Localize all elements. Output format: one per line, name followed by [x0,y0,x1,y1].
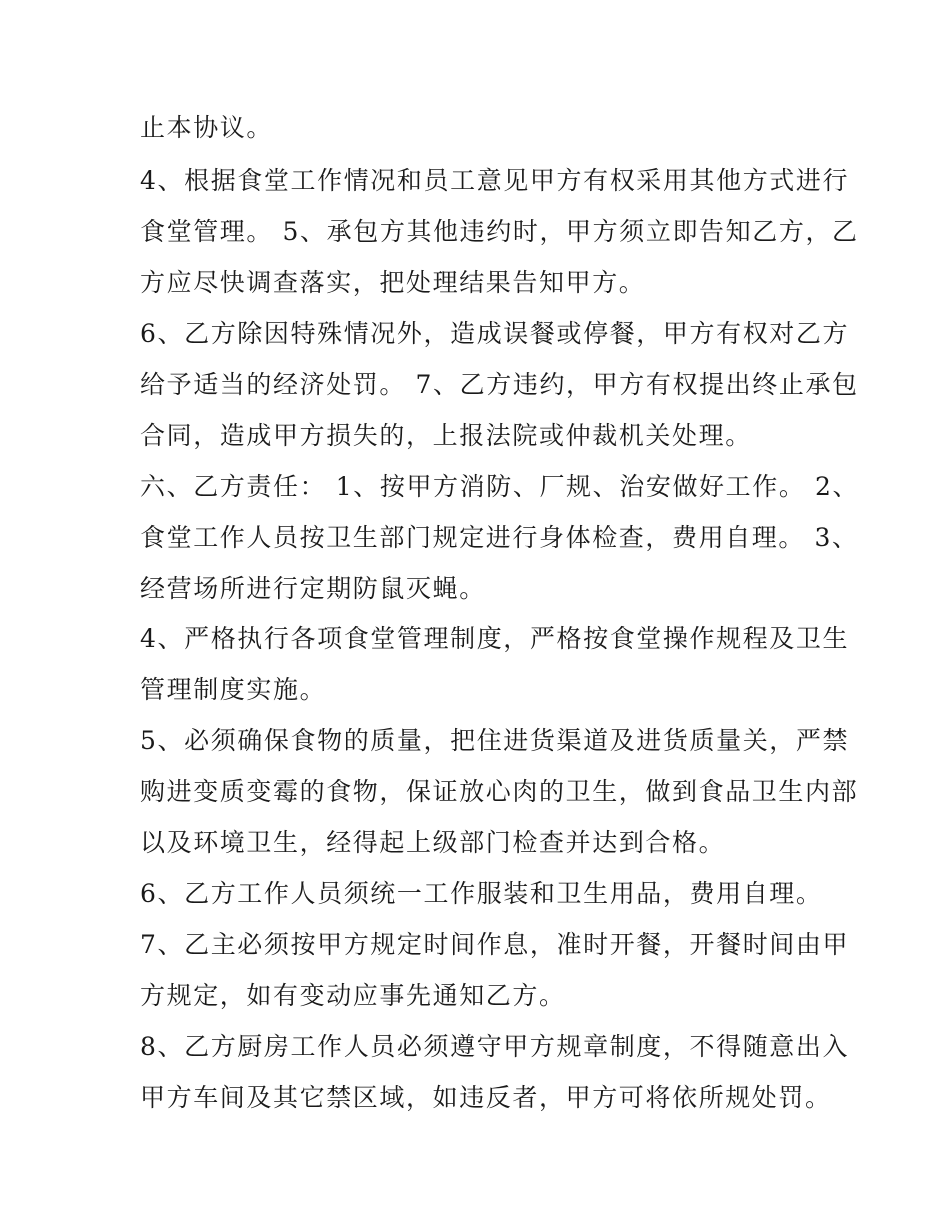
text-line: 方应尽快调查落实，把处理结果告知甲方。 [140,268,646,297]
text-line: 管理制度实施。 [140,675,327,704]
text-line: 食堂管理。 5、承包方其他违约时，甲方须立即告知乙方，乙 [140,217,859,246]
text-line: 六、乙方责任： 1、按甲方消防、厂规、治安做好工作。 2、 [140,472,860,501]
text-line: 5、必须确保食物的质量，把住进货渠道及进货质量关，严禁 [140,726,850,755]
text-line: 7、乙主必须按甲方规定时间作息，准时开餐，开餐时间由甲 [140,930,850,959]
text-line: 4、严格执行各项食堂管理制度，严格按食堂操作规程及卫生 [140,624,850,653]
text-line: 8、乙方厨房工作人员必须遵守甲方规章制度，不得随意出入 [140,1032,850,1061]
text-line: 止本协议。 [140,113,274,142]
text-line: 4、根据食堂工作情况和员工意见甲方有权采用其他方式进行 [140,166,850,195]
text-line: 6、乙方除因特殊情况外，造成误餐或停餐，甲方有权对乙方 [140,319,850,348]
text-line: 经营场所进行定期防鼠灭蝇。 [140,574,486,603]
text-line: 食堂工作人员按卫生部门规定进行身体检查，费用自理。 3、 [140,523,859,552]
text-line: 方规定，如有变动应事先通知乙方。 [140,981,566,1010]
text-line: 合同，造成甲方损失的，上报法院或仲裁机关处理。 [140,421,752,450]
text-line: 甲方车间及其它禁区域，如违反者，甲方可将依所规处罚。 [140,1083,832,1112]
text-line: 购进变质变霉的食物，保证放心肉的卫生，做到食品卫生内部 [140,777,859,806]
text-line: 6、乙方工作人员须统一工作服装和卫生用品，费用自理。 [140,879,823,908]
text-line: 以及环境卫生，经得起上级部门检查并达到合格。 [140,828,726,857]
text-line: 给予适当的经济处罚。 7、乙方违约，甲方有权提出终止承包 [140,370,859,399]
